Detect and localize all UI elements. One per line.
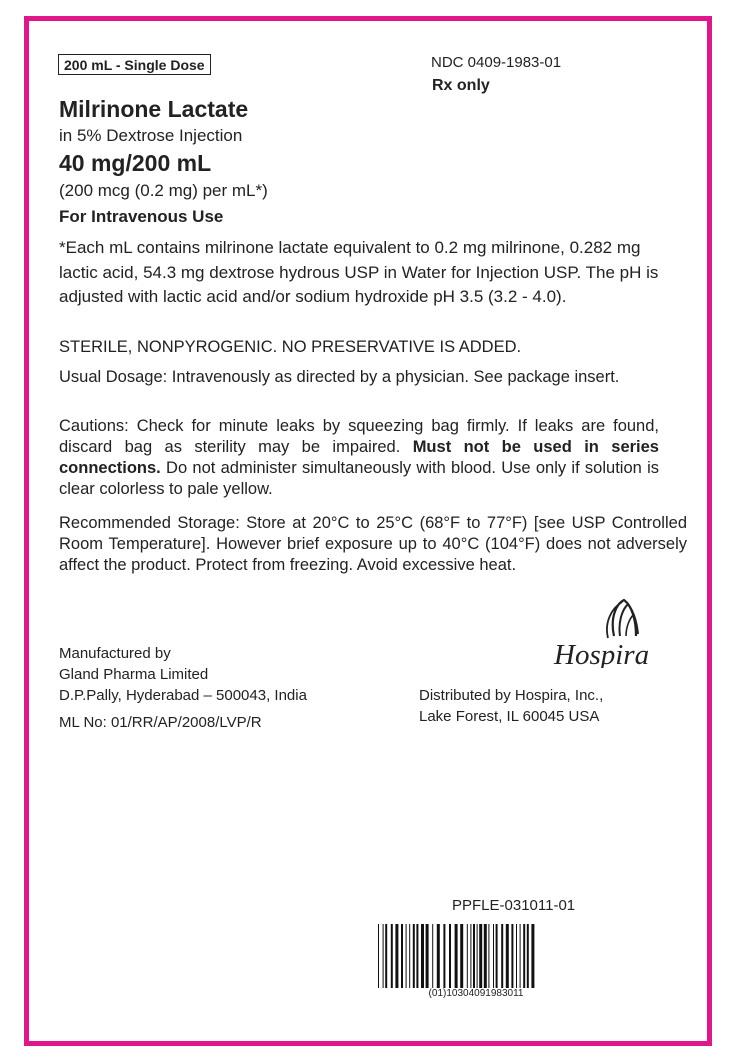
barcode-bar (426, 924, 429, 988)
product-code: PPFLE-031011-01 (452, 897, 576, 914)
rx-only: Rx only (432, 77, 490, 94)
barcode-bar (501, 924, 503, 988)
composition-text: *Each mL contains milrinone lactate equivalent to 0.2 mg milrinone, 0.282 mg lactic acid, 54.3 mg dextrose hydrous USP in Water for Injection USP. The pH is adjusted with lactic acid and/or sodium hydroxide pH 3.5 (3.2 - 4.0). (59, 238, 659, 306)
barcode-bar (506, 924, 509, 988)
barcode-bar (520, 924, 521, 988)
barcode-bar (432, 924, 433, 988)
barcode-bar (460, 924, 463, 988)
product-subtitle: in 5% Dextrose Injection (59, 126, 243, 145)
barcode-bar (488, 924, 489, 988)
barcode-bar (479, 924, 482, 988)
barcode-bar (395, 924, 398, 988)
barcode-bar (437, 924, 440, 988)
product-title: Milrinone Lactate (59, 96, 249, 122)
barcode-number: (01)10304091983011 (428, 988, 524, 999)
barcode-bar (385, 924, 387, 988)
product-strength: 40 mg/200 mL (59, 150, 212, 176)
barcode-bar (443, 924, 445, 988)
barcode (376, 924, 576, 988)
barcode-bar (493, 924, 494, 988)
barcode-bar (406, 924, 407, 988)
barcode-bar (531, 924, 534, 988)
barcode-bar (401, 924, 403, 988)
barcode-bar (484, 924, 487, 988)
barcode-bar (391, 924, 393, 988)
ndc-number: NDC 0409-1983-01 (431, 54, 562, 71)
manufacturer-line2: Gland Pharma Limited (59, 666, 209, 683)
manufacturer-line3: D.P.Pally, Hyderabad – 500043, India (59, 687, 307, 704)
barcode-bar (449, 924, 451, 988)
barcode-bar (378, 924, 379, 988)
barcode-bar (496, 924, 498, 988)
barcode-bar (473, 924, 475, 988)
product-concentration: (200 mcg (0.2 mg) per mL*) (59, 181, 268, 200)
dose-box: 200 mL - Single Dose (58, 54, 211, 75)
distributor-line2: Lake Forest, IL 60045 USA (419, 708, 600, 725)
manufacturer-line4: ML No: 01/RR/AP/2008/LVP/R (59, 714, 262, 731)
barcode-bar (409, 924, 410, 988)
barcode-bar (421, 924, 424, 988)
barcode-bar (467, 924, 468, 988)
hospira-logo (552, 598, 662, 668)
distributor-line1: Distributed by Hospira, Inc., (419, 687, 604, 704)
barcode-bar (383, 924, 384, 988)
dosage-text: Usual Dosage: Intravenously as directed by a physician. See package insert. (59, 368, 620, 386)
hospira-logo-icon (552, 598, 662, 668)
logo-text: Hospira (554, 639, 650, 668)
route-of-administration: For Intravenous Use (59, 207, 224, 226)
cautions-part1: Cautions: Check for minute leaks by squeezing bag firmly. If leaks are found, discard bag as sterility may be impaired. (59, 417, 659, 456)
manufacturer-line1: Manufactured by (59, 645, 171, 662)
barcode-bar (416, 924, 418, 988)
barcode-bar (523, 924, 525, 988)
cautions-part2: Do not administer simultaneously with blood. Use only if solution is clear colorless to pale yellow. (59, 459, 659, 498)
barcode-bar (455, 924, 458, 988)
barcode-bar (477, 924, 478, 988)
barcode-bar (516, 924, 517, 988)
barcode-bar (511, 924, 513, 988)
barcode-bar (527, 924, 529, 988)
cautions-bold: Must not be used in series connections. (59, 438, 659, 477)
barcode-bar (413, 924, 415, 988)
cautions-text (59, 416, 659, 500)
barcode-bar (470, 924, 471, 988)
storage-text: Recommended Storage: Store at 20°C to 25°C (68°F to 77°F) [see USP Controlled Room Temperature]. However brief exposure up to 40°C (104°F) does not adversely affect the product. Protect from freezing. Avoid excessive heat. (59, 514, 687, 574)
sterile-statement: STERILE, NONPYROGENIC. NO PRESERVATIVE IS ADDED. (59, 338, 522, 356)
